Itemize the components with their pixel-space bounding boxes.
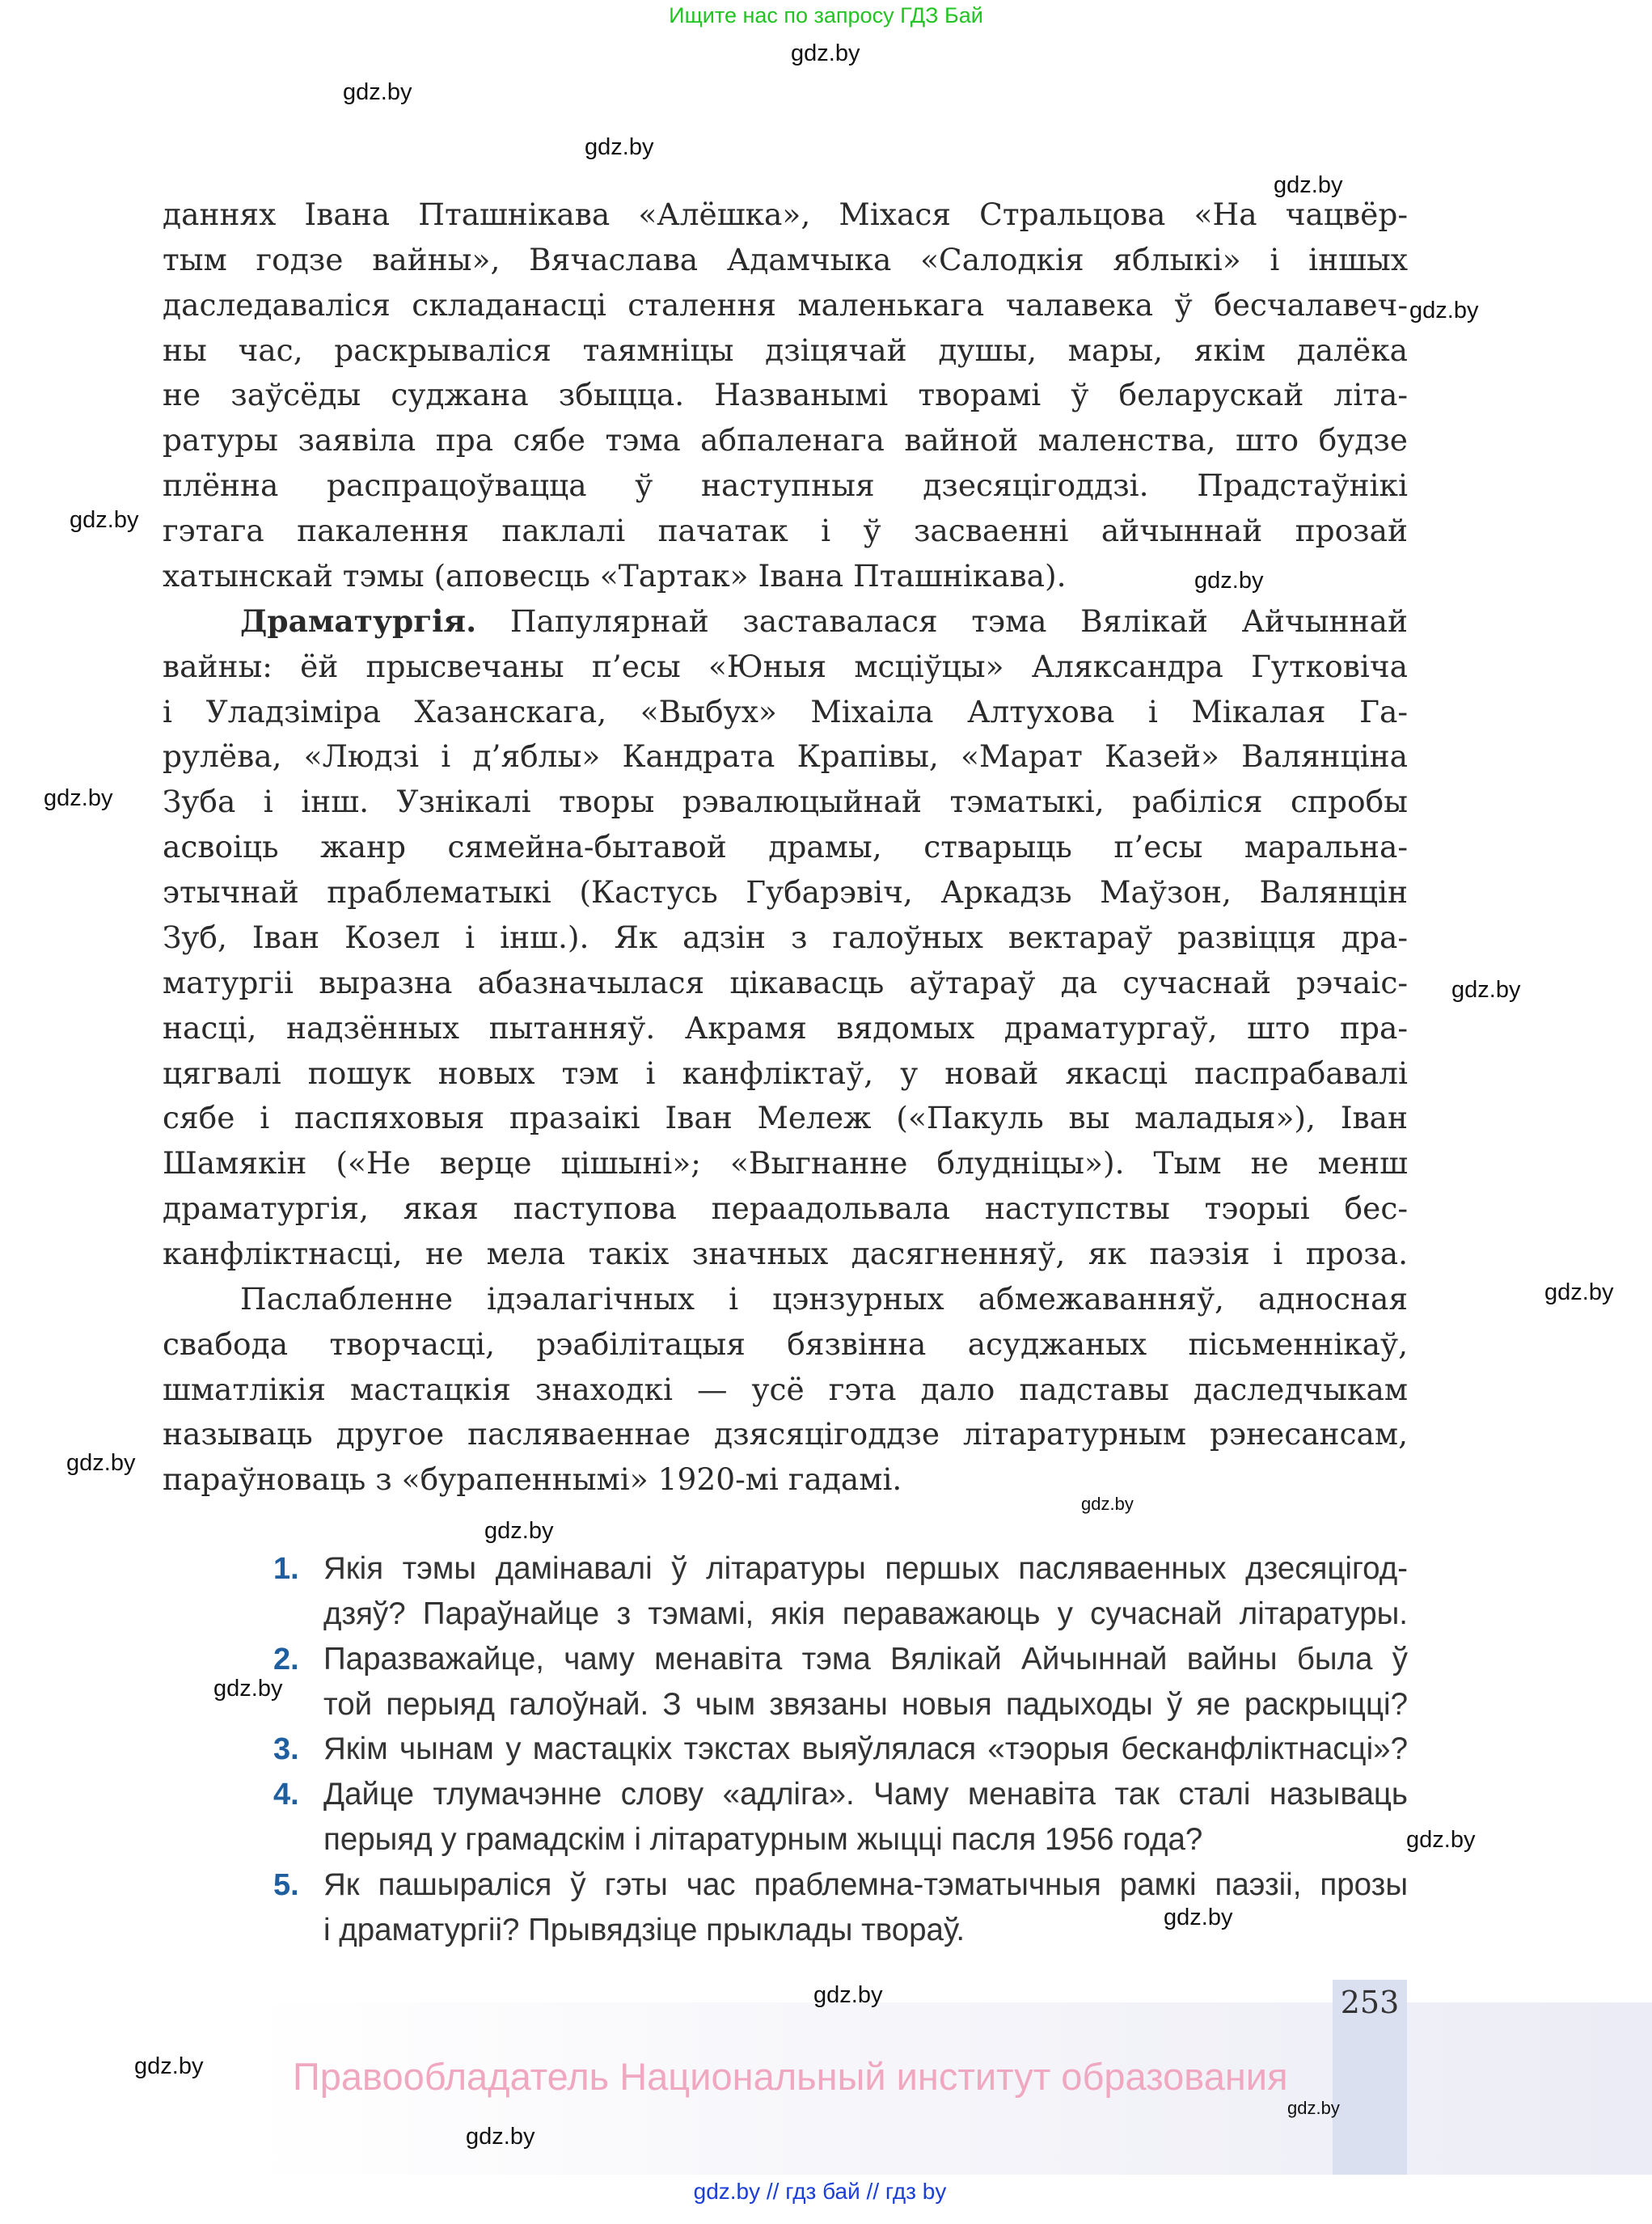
watermark: gdz.by bbox=[1544, 1279, 1614, 1305]
line-text: рулёва, «Людзі і д’яблы» Кандрата Крапівы, «Марат Казей» Валянціна bbox=[163, 738, 1408, 775]
question-number: 2. bbox=[273, 1642, 299, 1676]
line-text: гэтага пакалення паклалі пачатак і ў засваенні айчыннай прозай bbox=[163, 513, 1408, 549]
line-text: хатынскай тэмы (аповесць «Тартак» Івана Пташнікава). bbox=[163, 557, 1067, 594]
paragraph-line bbox=[163, 1005, 1408, 1051]
watermark: gdz.by bbox=[466, 2124, 535, 2150]
watermark: gdz.by bbox=[1164, 1905, 1233, 1930]
line-text: канфліктнасці, не мела такіх значных дасягненняў, як паэзія і проза. bbox=[163, 1236, 1408, 1271]
question-number: 1. bbox=[273, 1552, 299, 1586]
paragraph-line bbox=[163, 328, 1408, 373]
watermark: gdz.by bbox=[343, 79, 412, 105]
watermark: gdz.by bbox=[1287, 2098, 1340, 2118]
paragraph-line bbox=[163, 824, 1408, 869]
line-text: свабода творчасці, рэабілітацыя бязвінна асуджаных пісьменнікаў, bbox=[163, 1326, 1408, 1362]
paragraph-line bbox=[163, 1321, 1408, 1367]
paragraph-line bbox=[163, 1095, 1408, 1140]
paragraph-line bbox=[163, 779, 1408, 824]
line-text: і Уладзіміра Хазанскага, «Выбух» Міхаіла Алтухова і Мікалая Га- bbox=[163, 693, 1408, 729]
question-text: Як пашыраліся ў гэты час праблемна-тэматычныя рамкі паэзіі, прозы bbox=[323, 1867, 1408, 1903]
paragraph-line bbox=[163, 1457, 1408, 1502]
watermark: gdz.by bbox=[813, 1982, 883, 2008]
line-text: вайны: ёй прысвечаны п’есы «Юныя мсціўцы» Аляксандра Гутковіча bbox=[163, 648, 1408, 684]
watermark: gdz.by bbox=[484, 1518, 554, 1544]
question-text: дзяў? Параўнайце з тэмамі, якія пераважаюць у сучаснай літаратуры. bbox=[323, 1596, 1408, 1631]
line-text: этычнай праблематыкі (Кастусь Губарэвіч, Аркадзь Маўзон, Валянцін bbox=[163, 874, 1408, 911]
watermark: gdz.by bbox=[585, 134, 654, 160]
copyright-notice: Правообладатель Национальный институт образования bbox=[293, 2055, 1288, 2098]
line-text: не заўсёды суджана збыцца. Названымі творамі ў беларускай літа- bbox=[163, 377, 1408, 413]
question-text: перыяд у грамадскім і літаратурным жыцці пасля 1956 года? bbox=[323, 1822, 1203, 1858]
line-text: насці, надзённых пытанняў. Акрамя вядомых драматургаў, што пра- bbox=[163, 1009, 1408, 1046]
line-text: цягвалі пошук новых тэм і канфліктаў, у новай якасці паспрабавалі bbox=[163, 1055, 1408, 1091]
paragraph-line bbox=[163, 508, 1408, 553]
watermark: gdz.by bbox=[134, 2053, 204, 2079]
watermark: gdz.by bbox=[1409, 298, 1479, 323]
paragraph-line bbox=[163, 960, 1408, 1005]
question-text: той перыяд галоўнай. З чым звязаны новыя падыходы ў яе раскрыцці? bbox=[323, 1686, 1408, 1722]
line-text: ны час, раскрываліся таямніцы дзіцячай душы, мары, якім далёка bbox=[163, 332, 1408, 368]
paragraph-line bbox=[163, 689, 1408, 734]
paragraph-line bbox=[240, 598, 1408, 644]
question-number: 4. bbox=[273, 1778, 299, 1812]
paragraph-line bbox=[163, 192, 1408, 237]
top-search-hint[interactable]: Ищите нас по запросу ГДЗ Бай bbox=[669, 3, 983, 27]
paragraph-line bbox=[163, 1186, 1408, 1231]
watermark: gdz.by bbox=[1274, 172, 1343, 198]
watermark: gdz.by bbox=[213, 1676, 283, 1702]
line-text: даннях Івана Пташнікава «Алёшка», Міхася Стральцова «На чацвёр- bbox=[163, 197, 1408, 232]
paragraph-line bbox=[163, 1367, 1408, 1412]
section-heading: Драматургія. bbox=[240, 603, 477, 639]
paragraph-line bbox=[163, 915, 1408, 960]
line-text: драматургія, якая паступова пераадольвала наступствы тэорыі бес- bbox=[163, 1190, 1408, 1227]
question-text: Якім чынам у мастацкіх тэкстах выяўлялася «тэорыя бесканфліктнасці»? bbox=[323, 1731, 1408, 1767]
paragraph-line bbox=[163, 417, 1408, 463]
watermark: gdz.by bbox=[791, 40, 860, 66]
paragraph-line bbox=[163, 1140, 1408, 1186]
paragraph-line bbox=[163, 1231, 1408, 1276]
paragraph-line bbox=[163, 1411, 1408, 1457]
question-text: Паразважайце, чаму менавіта тэма Вялікай Айчыннай вайны была ў bbox=[323, 1641, 1408, 1676]
paragraph-line bbox=[163, 372, 1408, 417]
watermark: gdz.by bbox=[1081, 1494, 1134, 1514]
line-text: ратуры заявіла пра сябе тэма абпаленага вайной маленства, што будзе bbox=[163, 422, 1408, 459]
watermark: gdz.by bbox=[70, 507, 139, 533]
line-text: шматлікія мастацкія знаходкі — усё гэта дало падставы даследчыкам bbox=[163, 1371, 1408, 1407]
line-text: тым годзе вайны», Вячаслава Адамчыка «Салодкія яблыкі» і іншых bbox=[163, 241, 1408, 277]
paragraph-line bbox=[163, 282, 1408, 328]
paragraph-line bbox=[163, 734, 1408, 779]
page-number: 253 bbox=[1340, 1985, 1400, 2020]
line-text: называць другое пасляваеннае дзясяцігоддзе літаратурным рэнесансам, bbox=[163, 1416, 1408, 1452]
line-text: Шамякін («Не верце цішыні»; «Выгнанне блудніцы»). Тым не менш bbox=[163, 1145, 1408, 1182]
paragraph-line bbox=[163, 1051, 1408, 1096]
line-text: Зуб, Іван Козел і інш.). Як адзін з галоўных вектараў развіцця дра- bbox=[163, 919, 1408, 955]
question-text: Дайце тлумачэнне слову «адліга». Чаму менавіта так сталі называць bbox=[323, 1777, 1408, 1812]
line-text: Зуба і інш. Узнікалі творы рэвалюцыйнай тэматыкі, рабіліся спробы bbox=[163, 784, 1408, 820]
paragraph-line bbox=[163, 869, 1408, 915]
watermark: gdz.by bbox=[1194, 568, 1264, 594]
watermark: gdz.by bbox=[66, 1450, 136, 1476]
line-text: параўноваць з «бурапеннымі» 1920-мі гадамі. bbox=[163, 1461, 902, 1498]
line-text: сябе і паспяховыя празаікі Іван Мележ («Пакуль вы маладыя»), Іван bbox=[163, 1100, 1408, 1136]
paragraph-line bbox=[163, 463, 1408, 508]
question-number: 3. bbox=[273, 1732, 299, 1767]
paragraph-line bbox=[163, 644, 1408, 689]
paragraph-line bbox=[240, 1276, 1408, 1321]
line-text: Паслабленне ідэалагічных і цэнзурных абмежаванняў, адносная bbox=[240, 1280, 1408, 1317]
question-text: Якія тэмы дамінавалі ў літаратуры першых пасляваенных дзесяцігод- bbox=[323, 1551, 1408, 1586]
line-text: плённа распрацоўвацца ў наступныя дзесяцігоддзі. Прадстаўнікі bbox=[163, 467, 1408, 504]
question-number: 5. bbox=[273, 1868, 299, 1903]
line-text: асвоіць жанр сямейна-бытавой драмы, стварыць п’есы маральна- bbox=[163, 829, 1408, 865]
watermark: gdz.by bbox=[1451, 977, 1521, 1003]
bottom-links[interactable]: gdz.by // гдз бай // гдз by bbox=[693, 2179, 947, 2204]
watermark: gdz.by bbox=[44, 785, 113, 811]
question-text: і драматургіі? Прывядзіце прыклады твораў. bbox=[323, 1912, 965, 1947]
paragraph-line bbox=[163, 237, 1408, 282]
watermark: gdz.by bbox=[1406, 1827, 1476, 1853]
line-text: матургіі выразна абазначылася цікавасць аўтараў да сучаснай рэчаіс- bbox=[163, 964, 1408, 1000]
line-text: даследаваліся складанасці сталення маленькага чалавека ў бесчалавеч- bbox=[163, 286, 1408, 323]
line-text: Папулярнай заставалася тэма Вялікай Айчыннай bbox=[476, 603, 1408, 639]
